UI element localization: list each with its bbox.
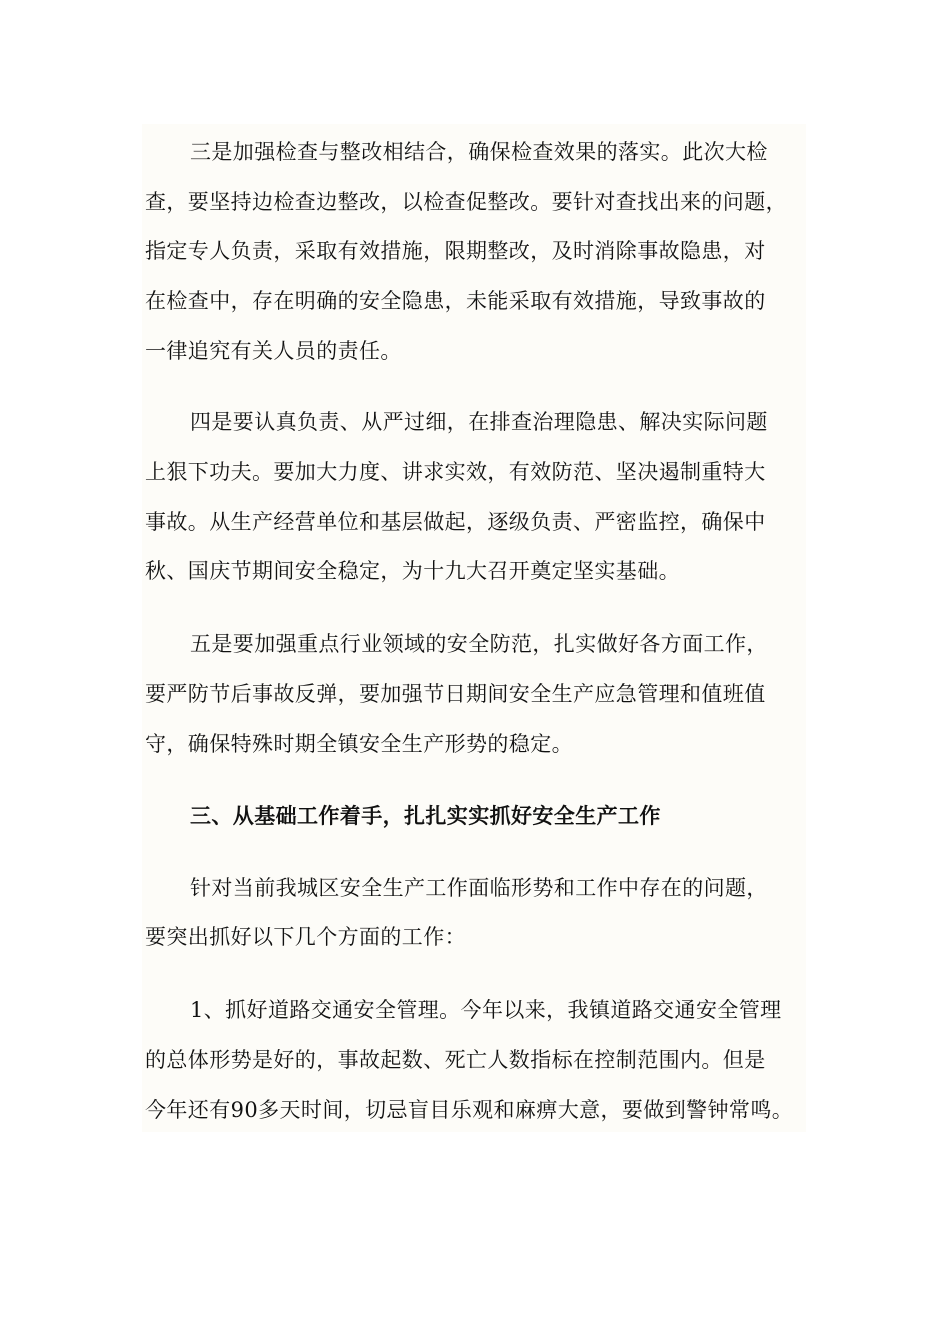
paragraph-1-line-1: 三是加强检查与整改相结合，确保检查效果的落实。此次大检	[190, 140, 768, 164]
paragraph-3-line-2: 要严防节后事故反弹，要加强节日期间安全生产应急管理和值班值	[145, 682, 766, 706]
paragraph-1-line-4: 在检查中，存在明确的安全隐患，未能采取有效措施，导致事故的	[145, 289, 766, 313]
paragraph-5-line-2: 的总体形势是好的，事故起数、死亡人数指标在控制范围内。但是	[145, 1048, 766, 1072]
paragraph-4-line-2: 要突出抓好以下几个方面的工作：	[145, 925, 466, 949]
paragraph-1-line-3: 指定专人负责，采取有效措施，限期整改，及时消除事故隐患，对	[145, 239, 766, 263]
paragraph-1-line-5: 一律追究有关人员的责任。	[145, 339, 402, 363]
paragraph-2-line-3: 事故。从生产经营单位和基层做起，逐级负责、严密监控，确保中	[145, 510, 766, 534]
paragraph-1-line-2: 查，要坚持边检查边整改，以检查促整改。要针对查找出来的问题，	[145, 190, 787, 214]
paragraph-3-line-1: 五是要加强重点行业领域的安全防范，扎实做好各方面工作，	[190, 632, 768, 656]
paragraph-3-line-3: 守，确保特殊时期全镇安全生产形势的稳定。	[145, 732, 573, 756]
paragraph-2-line-1: 四是要认真负责、从严过细，在排查治理隐患、解决实际问题	[190, 410, 768, 434]
paragraph-4-line-1: 针对当前我城区安全生产工作面临形势和工作中存在的问题，	[190, 876, 768, 900]
paragraph-5-line-3: 今年还有90多天时间，切忌盲目乐观和麻痹大意，要做到警钟常鸣。	[145, 1098, 794, 1122]
paragraph-2-line-4: 秋、国庆节期间安全稳定，为十九大召开奠定坚实基础。	[145, 559, 680, 583]
paragraph-2-line-2: 上狠下功夫。要加大力度、讲求实效，有效防范、坚决遏制重特大	[145, 460, 766, 484]
section-heading: 三、从基础工作着手，扎扎实实抓好安全生产工作	[190, 803, 661, 828]
document-page-content	[142, 124, 806, 1132]
paragraph-5-line-1: 1、抓好道路交通安全管理。今年以来，我镇道路交通安全管理	[190, 998, 782, 1022]
